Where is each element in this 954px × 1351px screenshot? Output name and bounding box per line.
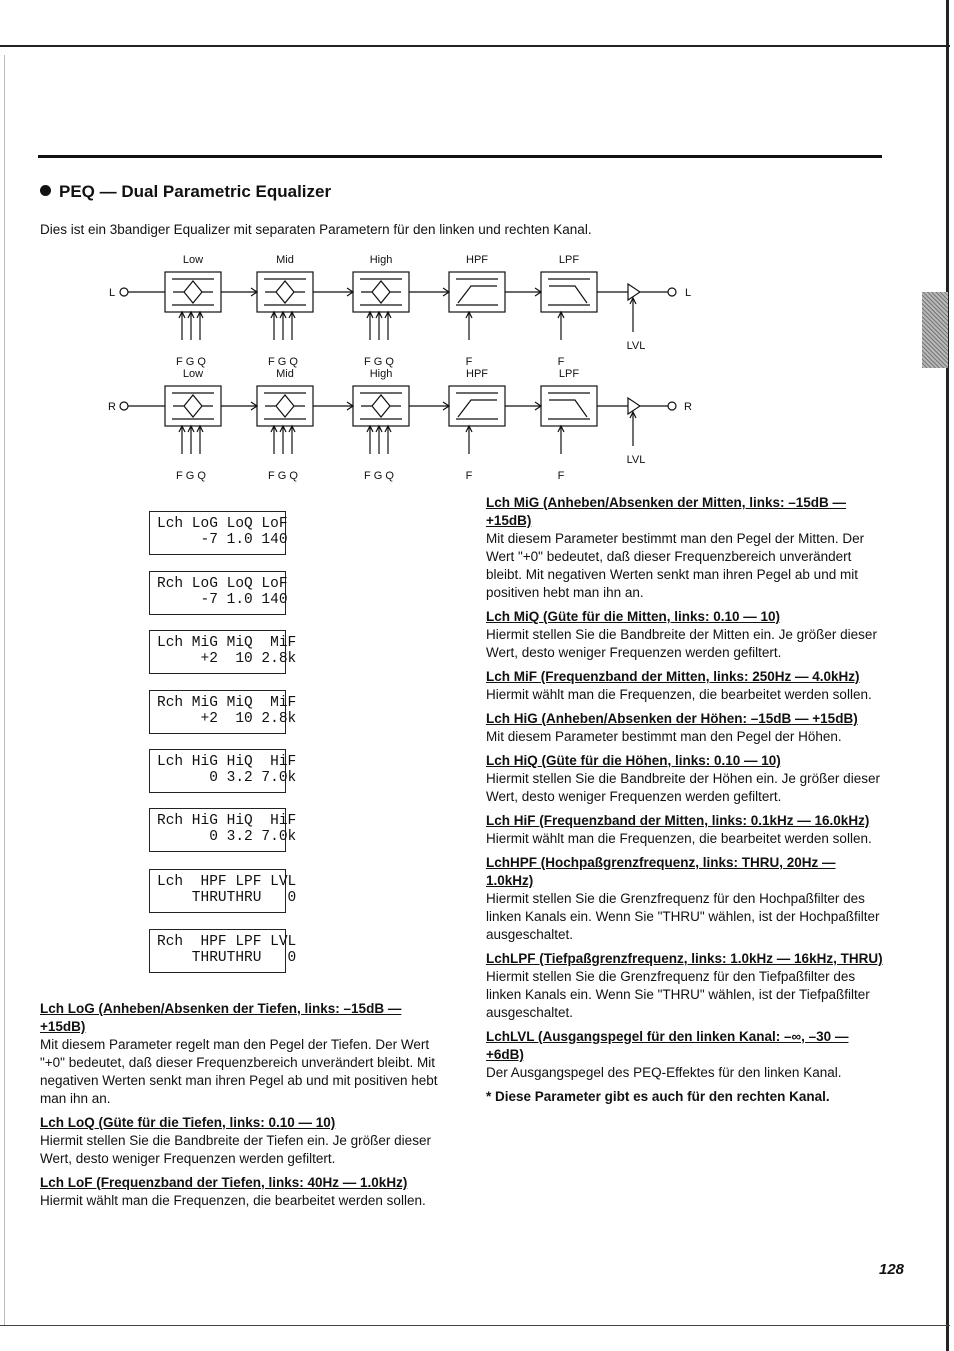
- param-label: F: [557, 470, 565, 482]
- param-label: F G Q: [176, 470, 206, 482]
- output-label: L: [684, 287, 692, 299]
- entry-text: Der Ausgangspegel des PEQ-Effektes für den linken Kanal.: [486, 1065, 842, 1080]
- output-jack: [668, 402, 676, 410]
- lcd-line: -7 1.0 140: [157, 592, 288, 608]
- entry-heading: Lch LoF (Frequenzband der Tiefen, links: 40Hz — 1.0kHz): [40, 1175, 408, 1190]
- level-label: LVL: [626, 454, 646, 466]
- entry-lch-miq: [486, 608, 886, 662]
- lcd-line: Rch MiG MiQ MiF: [157, 695, 297, 711]
- band-label: High: [369, 254, 393, 266]
- band-label: Mid: [276, 254, 294, 266]
- entry-heading: LchLPF (Tiefpaßgrenzfrequenz, links: 1.0kHz — 16kHz, THRU): [486, 951, 883, 966]
- section-title: [40, 182, 331, 202]
- lcd-line: THRUTHRU 0: [157, 890, 297, 906]
- footnote: * Diese Parameter gibt es auch für den rechten Kanal.: [486, 1089, 830, 1104]
- hpf-curve: [458, 400, 497, 417]
- section-rule: [38, 155, 882, 158]
- entry-text: Hiermit stellen Sie die Bandbreite der Tiefen ein. Je größer dieser Wert, desto weniger Frequenzen werden gefiltert.: [40, 1133, 431, 1166]
- entry-heading: Lch MiG (Anheben/Absenken der Mitten, links: –15dB — +15dB): [486, 495, 847, 528]
- param-label: F G Q: [364, 470, 394, 482]
- hpf-curve: [458, 286, 497, 303]
- lcd-line: THRUTHRU 0: [157, 950, 297, 966]
- entry-lch-lvl: [486, 1028, 886, 1082]
- entry-lch-hig: [486, 710, 886, 746]
- lcd-line: Rch HiG HiQ HiF: [157, 813, 297, 829]
- entry-lch-loq: [40, 1114, 440, 1168]
- lcd-line: 0 3.2 7.0k: [157, 829, 297, 845]
- band-label: LPF: [558, 368, 580, 380]
- page-corner-mark: [0, 45, 18, 47]
- entry-lch-mig: [486, 494, 886, 602]
- lcd-line: -7 1.0 140: [157, 532, 288, 548]
- output-jack: [668, 288, 676, 296]
- param-label: F G Q: [176, 356, 206, 368]
- peq-curve: [265, 281, 305, 303]
- lcd-line: Lch MiG MiQ MiF: [157, 635, 297, 651]
- page-number: 128: [879, 1261, 905, 1278]
- lcd-screen: [149, 690, 297, 734]
- entry-text: Hiermit stellen Sie die Grenzfrequenz für den Tiefpaßfilter des linken Kanals ein. Wenn Sie "THRU" wählen, ist der Tiefpaßfilter ausgeschaltet.: [486, 969, 870, 1020]
- entry-text: Hiermit wählt man die Frequenzen, die bearbeitet werden sollen.: [40, 1193, 426, 1208]
- level-amp-icon: [628, 284, 640, 300]
- param-label: F: [465, 356, 473, 368]
- band-label: Mid: [276, 368, 294, 380]
- lcd-line: Lch LoG LoQ LoF: [157, 516, 288, 532]
- entry-heading: Lch HiF (Frequenzband der Mitten, links: 0.1kHz — 16.0kHz): [486, 813, 870, 828]
- band-label: Low: [182, 368, 204, 380]
- peq-curve: [173, 395, 213, 417]
- entry-heading: Lch HiG (Anheben/Absenken der Höhen: –15dB — +15dB): [486, 711, 858, 726]
- right-text-column: [486, 494, 886, 1106]
- output-label: R: [684, 401, 692, 413]
- param-label: F: [557, 356, 565, 368]
- entry-heading: LchLVL (Ausgangspegel für den linken Kanal: –∞, –30 — +6dB): [486, 1029, 849, 1062]
- intro-text: Dies ist ein 3bandiger Equalizer mit separaten Parametern für den linken und rechten Kanal.: [40, 222, 592, 237]
- lpf-curve: [549, 286, 587, 303]
- lcd-line: 0 3.2 7.0k: [157, 770, 297, 786]
- page-frame-bottom: [0, 1325, 950, 1326]
- entry-lch-hif: [486, 812, 886, 848]
- thumb-index-tab: [922, 292, 948, 368]
- input-label: L: [108, 287, 116, 299]
- band-label: LPF: [558, 254, 580, 266]
- signal-flow-svg: [100, 250, 720, 482]
- lcd-screen: [149, 929, 297, 973]
- page-frame-left: [4, 55, 5, 1325]
- input-label: R: [108, 401, 116, 413]
- input-jack: [120, 402, 128, 410]
- entry-text: Hiermit stellen Sie die Bandbreite der Höhen ein. Je größer dieser Wert, desto weniger Frequenzen werden gefiltert.: [486, 771, 880, 804]
- entry-text: Hiermit stellen Sie die Bandbreite der Mitten ein. Je größer dieser Wert, desto weniger Frequenzen werden gefiltert.: [486, 627, 877, 660]
- peq-curve: [361, 281, 401, 303]
- param-label: F G Q: [268, 356, 298, 368]
- level-amp-icon: [628, 398, 640, 414]
- lcd-line: Rch HPF LPF LVL: [157, 934, 297, 950]
- lcd-line: Rch LoG LoQ LoF: [157, 576, 288, 592]
- peq-curve: [173, 281, 213, 303]
- page-frame-right: [946, 0, 949, 1351]
- lcd-screen: [149, 571, 286, 615]
- lpf-curve: [549, 400, 587, 417]
- lcd-screen: [149, 630, 297, 674]
- entry-text: Mit diesem Parameter bestimmt man den Pegel der Höhen.: [486, 729, 842, 744]
- lcd-screen: [149, 749, 297, 793]
- bullet-icon: [40, 185, 51, 196]
- band-label: High: [369, 368, 393, 380]
- lcd-line: +2 10 2.8k: [157, 651, 297, 667]
- left-text-column: [40, 1000, 440, 1216]
- entry-text: Hiermit wählt man die Frequenzen, die bearbeitet werden sollen.: [486, 831, 872, 846]
- filter-box: [449, 386, 505, 426]
- entry-heading: Lch MiF (Frequenzband der Mitten, links: 250Hz — 4.0kHz): [486, 669, 860, 684]
- entry-heading: Lch LoQ (Güte für die Tiefen, links: 0.10 — 10): [40, 1115, 336, 1130]
- signal-flow-diagram: [100, 250, 720, 480]
- entry-lch-mif: [486, 668, 886, 704]
- entry-lch-log: [40, 1000, 440, 1108]
- entry-text: Mit diesem Parameter regelt man den Pegel der Tiefen. Der Wert "+0" bedeutet, daß dieser Frequenzbereich unverändert bleibt. Mit negativen Werten senkt man ihren Pegel ab und mit positiven hebt man ihn an.: [40, 1037, 438, 1106]
- lcd-screen: [149, 869, 297, 913]
- lcd-line: Lch HiG HiQ HiF: [157, 754, 297, 770]
- lcd-line: Lch HPF LPF LVL: [157, 874, 297, 890]
- entry-text: Hiermit wählt man die Frequenzen, die bearbeitet werden sollen.: [486, 687, 872, 702]
- entry-lch-lpf: [486, 950, 886, 1022]
- section-title-text: PEQ — Dual Parametric Equalizer: [59, 182, 332, 201]
- lcd-screen: [149, 511, 286, 555]
- entry-text: Mit diesem Parameter bestimmt man den Pegel der Mitten. Der Wert "+0" bedeutet, daß dieser Frequenzbereich unverändert bleibt. Mit negativen Werten senkt man ihren Pegel ab und mit positiven hebt man ihn an.: [486, 531, 865, 600]
- peq-curve: [265, 395, 305, 417]
- level-label: LVL: [626, 340, 646, 352]
- filter-box: [541, 386, 597, 426]
- filter-box: [449, 272, 505, 312]
- entry-text: Hiermit stellen Sie die Grenzfrequenz für den Hochpaßfilter des linken Kanals ein. Wenn Sie "THRU" wählen, ist der Hochpaßfilter ausgeschaltet.: [486, 891, 880, 942]
- entry-lch-lof: [40, 1174, 440, 1210]
- lcd-line: +2 10 2.8k: [157, 711, 297, 727]
- band-label: HPF: [466, 368, 488, 380]
- lcd-screen: [149, 808, 297, 852]
- param-label: F G Q: [364, 356, 394, 368]
- entry-lch-hpf: [486, 854, 886, 944]
- peq-curve: [361, 395, 401, 417]
- param-label: F G Q: [268, 470, 298, 482]
- page-frame-top: [0, 45, 950, 47]
- entry-lch-hiq: [486, 752, 886, 806]
- entry-heading: Lch LoG (Anheben/Absenken der Tiefen, links: –15dB — +15dB): [40, 1001, 402, 1034]
- band-label: Low: [182, 254, 204, 266]
- filter-box: [541, 272, 597, 312]
- entry-heading: LchHPF (Hochpaßgrenzfrequenz, links: THRU, 20Hz — 1.0kHz): [486, 855, 836, 888]
- band-label: HPF: [466, 254, 488, 266]
- input-jack: [120, 288, 128, 296]
- param-label: F: [465, 470, 473, 482]
- entry-heading: Lch MiQ (Güte für die Mitten, links: 0.10 — 10): [486, 609, 781, 624]
- entry-heading: Lch HiQ (Güte für die Höhen, links: 0.10 — 10): [486, 753, 781, 768]
